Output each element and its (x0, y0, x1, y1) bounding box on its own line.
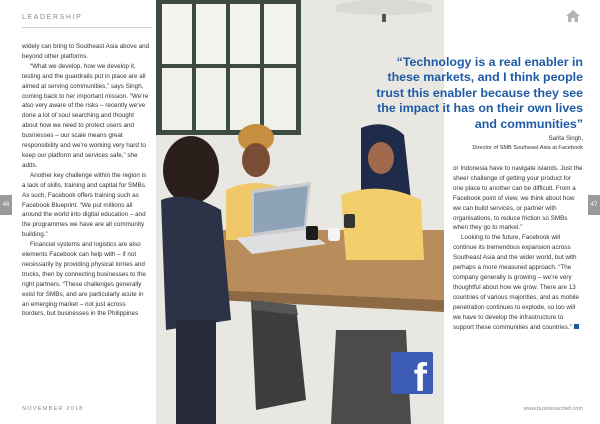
page-number-left: 46 (0, 195, 12, 215)
facebook-logo-letter: f (413, 356, 427, 400)
section-label: LEADERSHIP (22, 14, 83, 21)
footer-website[interactable]: www.businesschief.com (523, 406, 583, 412)
footer-issue-date: NOVEMBER 2018 (22, 406, 84, 412)
right-paragraph-2-text: Looking to the future, Facebook will continue its tremendous expansion across Southeast Asia and the wider world, but with perhaps a more measured approach. “The company generally is growing – we’re very thoughtful about how we grow. There are 13 countries of various majorities, and as mobile penetration continues to explode, so too will we have to develop the infrastructure to support these communities and countries.” (453, 234, 579, 331)
right-paragraph-2 (453, 233, 583, 332)
header-divider (22, 27, 152, 28)
left-paragraph-2: “What we develop, how we develop it, testing and the guardrails put in place are all aimed at serving communities,” says Singh, coming back to her important mission. “We’re also very aware of the risks – recently we’ve done a lot of soul searching and thought about how we need to protect users and businesses – our scale means great responsibility and we’re working very hard to keep our platform and services safe,” she adds. (22, 62, 149, 169)
left-paragraph-1: widely can bring to Southeast Asia above and beyond other platforms. (22, 43, 150, 60)
quote-attribution-title: Director of SMB Southeast Asia at Facebook (472, 145, 583, 151)
end-of-article-mark (574, 324, 579, 329)
left-paragraph-4: Financial systems and logistics are also elements Facebook can help with – if not necessarily by providing physical lorries and trucks, then by connecting businesses to the right partners. “These challenges generally exist for SMBs, and are particularly acute in an emerging market – not just across borders, but businesses in the Philippines (22, 241, 146, 318)
right-paragraph-1: or Indonesia have to navigate islands. Just the sheer challenge of getting your product for one place to another can be difficult. From a Facebook point of view, we think about how we can build services, or partner with organisations, to reduce friction so SMBs when they go to market.” (453, 165, 583, 232)
quote-attribution-name: Sarita Singh, (548, 136, 583, 142)
left-paragraph-3: Another key challenge within the region is a lack of skills, training and capital for SMBs. As such, Facebook offers training such as Facebook Blueprint. “We put millions all around the world into digital education – and the programmes we have are all community building.” (22, 171, 147, 239)
page-number-right: 47 (588, 195, 600, 215)
home-icon[interactable] (565, 8, 581, 24)
left-article-column (22, 42, 150, 319)
right-article-column (453, 164, 583, 332)
pull-quote: “Technology is a real enabler in these markets, and I think people trust this enabler because they see the impact it has on their own lives and communities” (376, 55, 583, 131)
facebook-logo (391, 352, 433, 400)
